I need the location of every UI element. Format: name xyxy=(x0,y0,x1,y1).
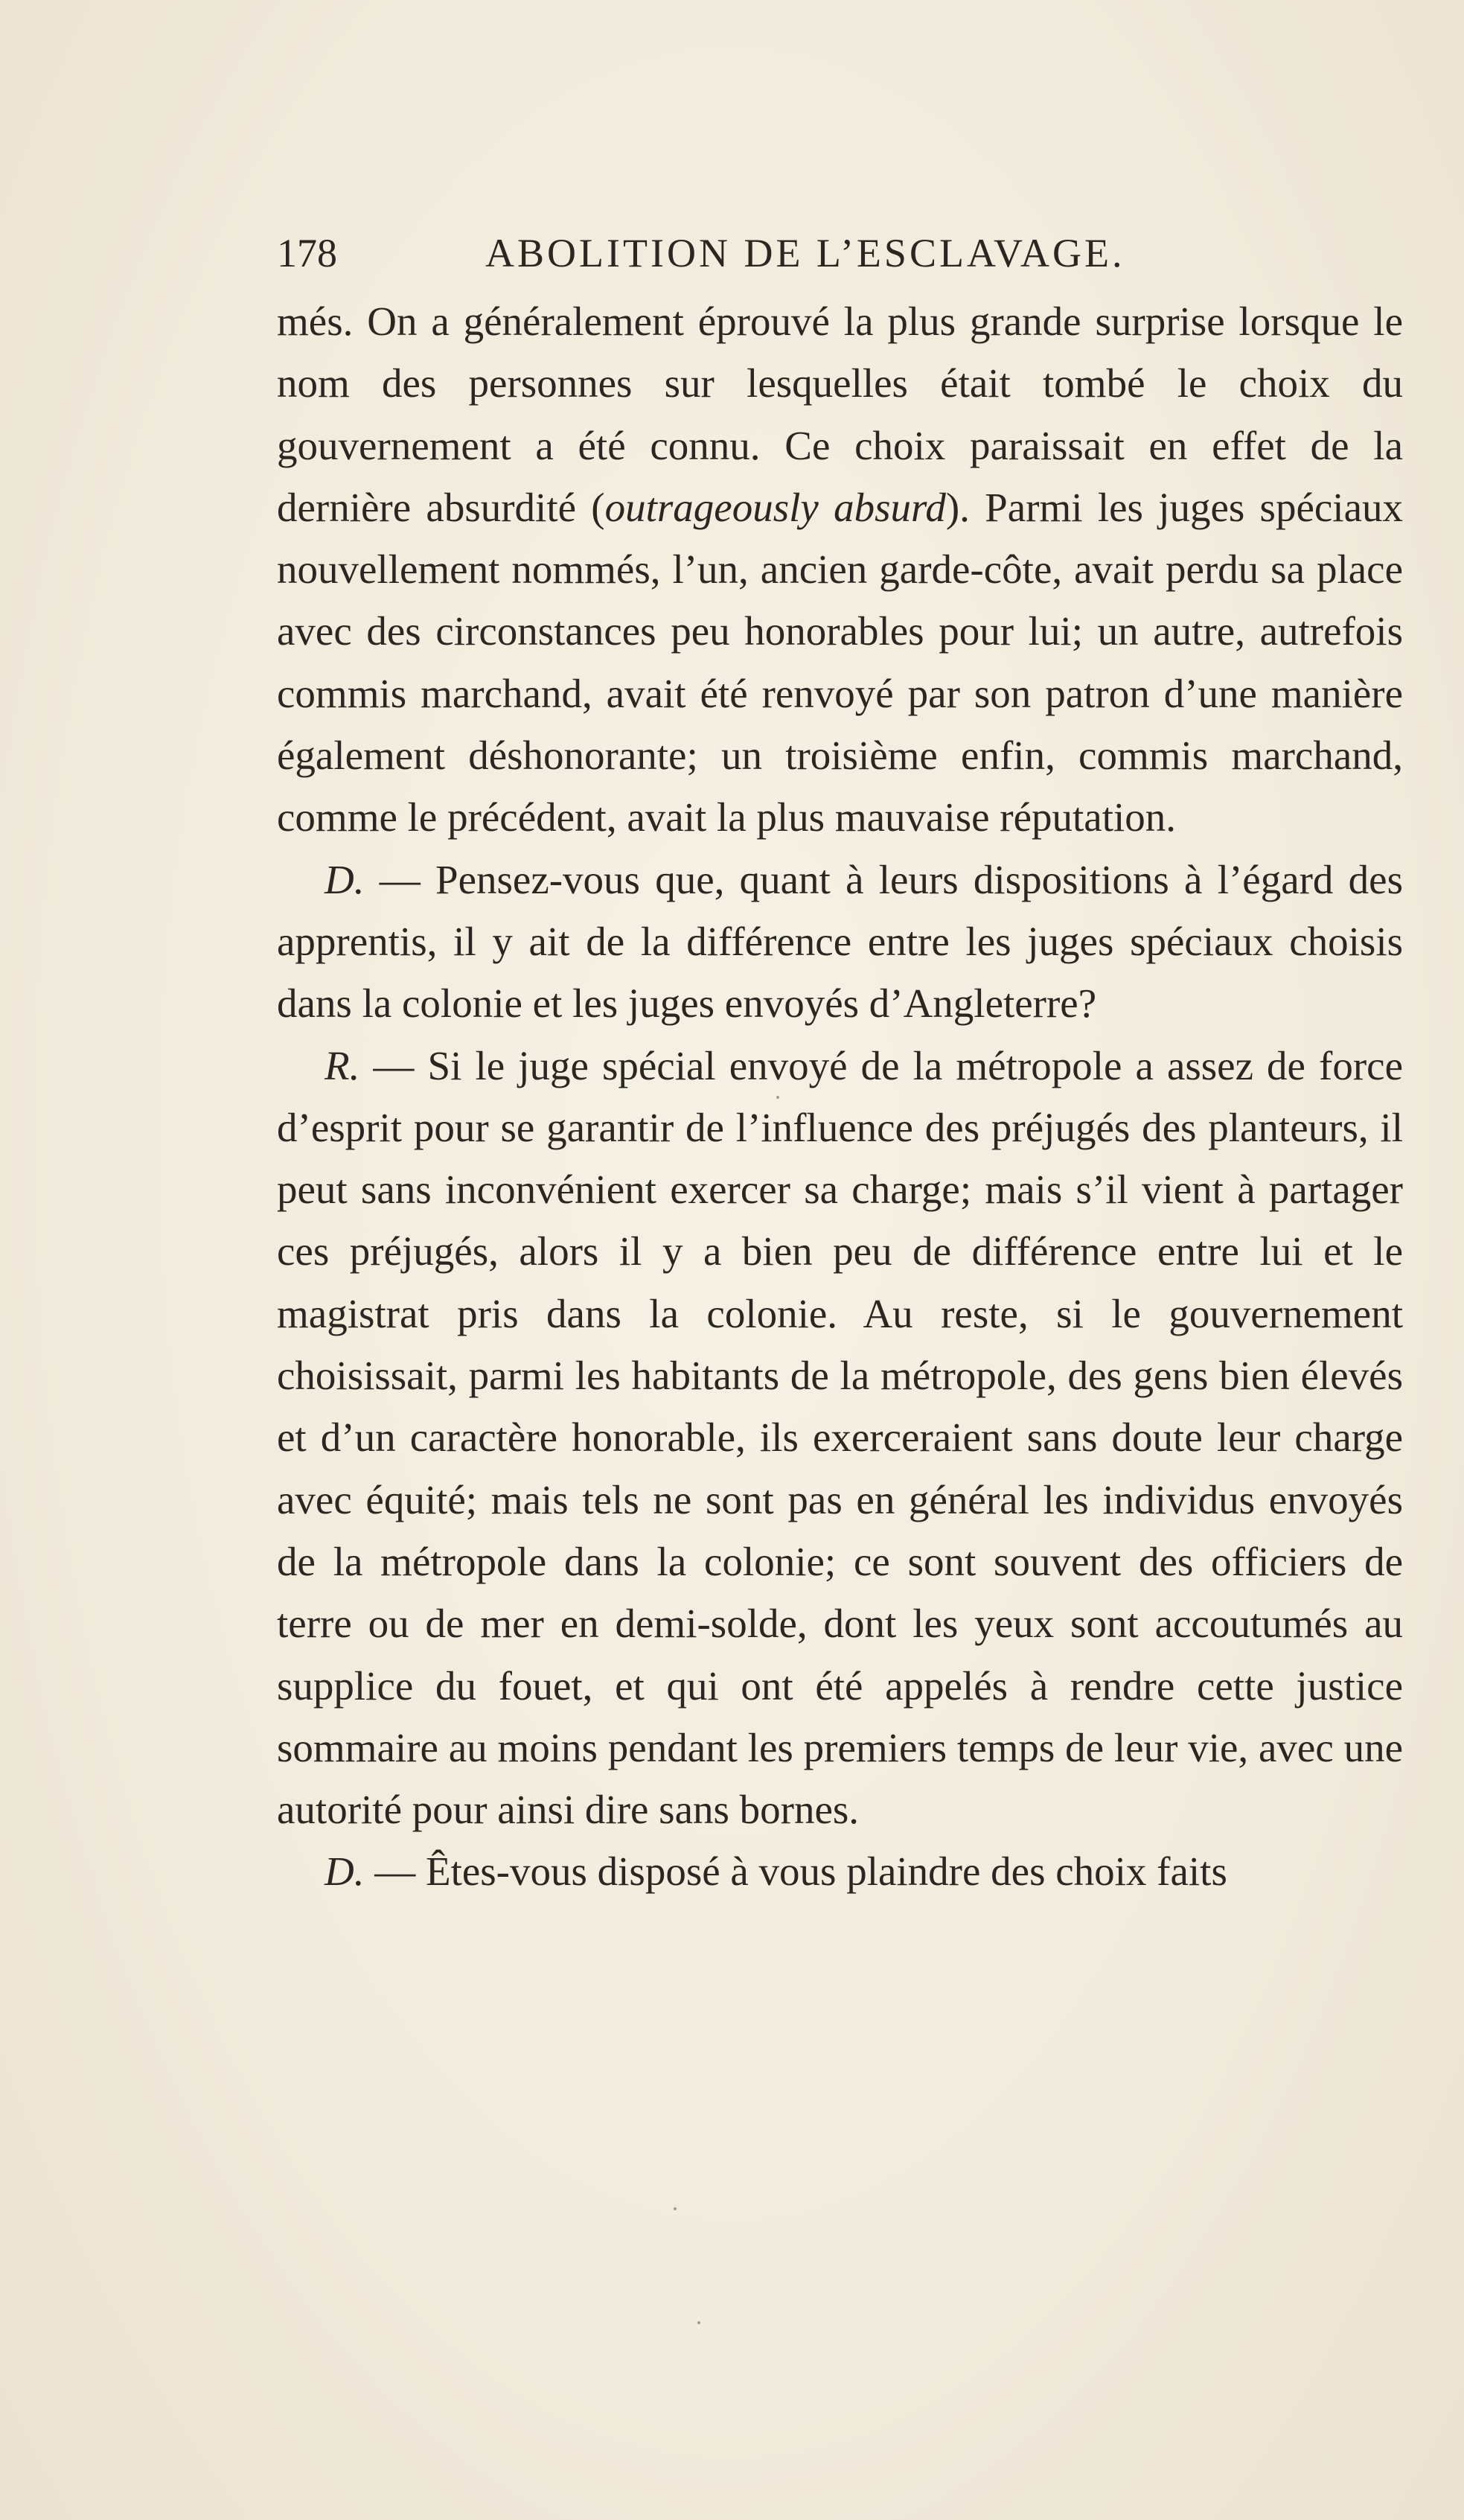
paragraph-text: ). Parmi les juges spéciaux nouvellement nommés, l’un, ancien garde-côte, avait perdu sa place avec des circonstances peu honorables pour lui; un autre, autrefois commis marchand, avait été renvoyé par son patron d’une manière également déshonorante; un troisième enfin, commis marchand, comme le précédent, avait la plus mauvaise réputation. xyxy=(277,484,1403,840)
page-number: 178 xyxy=(277,231,337,275)
paragraph-continuation xyxy=(277,290,1403,849)
question-paragraph xyxy=(277,849,1403,1035)
question-paragraph xyxy=(277,1840,1403,1902)
english-phrase: outrageously absurd xyxy=(604,484,946,530)
paragraph-text: — Pensez-vous que, quant à leurs dispositions à l’égard des apprentis, il y ait de la différence entre les juges spéciaux choisis dans la colonie et les juges envoyés d’Angleterre? xyxy=(277,856,1403,1027)
speaker-label: D. xyxy=(325,856,365,902)
speaker-label: D. xyxy=(325,1848,365,1895)
paragraph-text: — Êtes-vous disposé à vous plaindre des choix faits xyxy=(364,1848,1227,1895)
body-text xyxy=(277,290,1403,1903)
paragraph-text: més. On a généralement éprouvé la plus grande surprise lorsque le nom des personnes sur lesquelles était tombé le choix du gouvernement a été connu. Ce choix paraissait en effet de la dernière absurdité ( xyxy=(277,299,1403,530)
paper-speck xyxy=(697,2321,700,2324)
page-header xyxy=(277,223,1408,283)
paper-speck xyxy=(674,2207,677,2210)
running-title: ABOLITION DE L’ESCLAVAGE. xyxy=(485,231,1125,275)
paragraph-text: — Si le juge spécial envoyé de la métropole a assez de force d’esprit pour se garantir de l’influence des préjugés des planteurs, il peut sans inconvénient exercer sa charge; mais s’il vient à partager ces préjugés, alors il y a bien peu de différence entre lui et le magistrat pris dans la colonie. Au reste, si le gouvernement choisissait, parmi les habitants de la métropole, des gens bien élevés et d’un caractère honorable, ils exerceraient sans doute leur charge avec équité; mais tels ne sont pas en général les individus envoyés de la métropole dans la colonie; ce sont souvent des officiers de terre ou de mer en demi-solde, dont les yeux sont accoutumés au supplice du fouet, et qui ont été appelés à rendre cette justice sommaire au moins pendant les premiers temps de leur vie, avec une autorité pour ainsi dire sans bornes. xyxy=(277,1042,1403,1833)
paper-speck xyxy=(776,1096,779,1099)
speaker-label: R. xyxy=(325,1042,360,1088)
answer-paragraph xyxy=(277,1035,1403,1841)
